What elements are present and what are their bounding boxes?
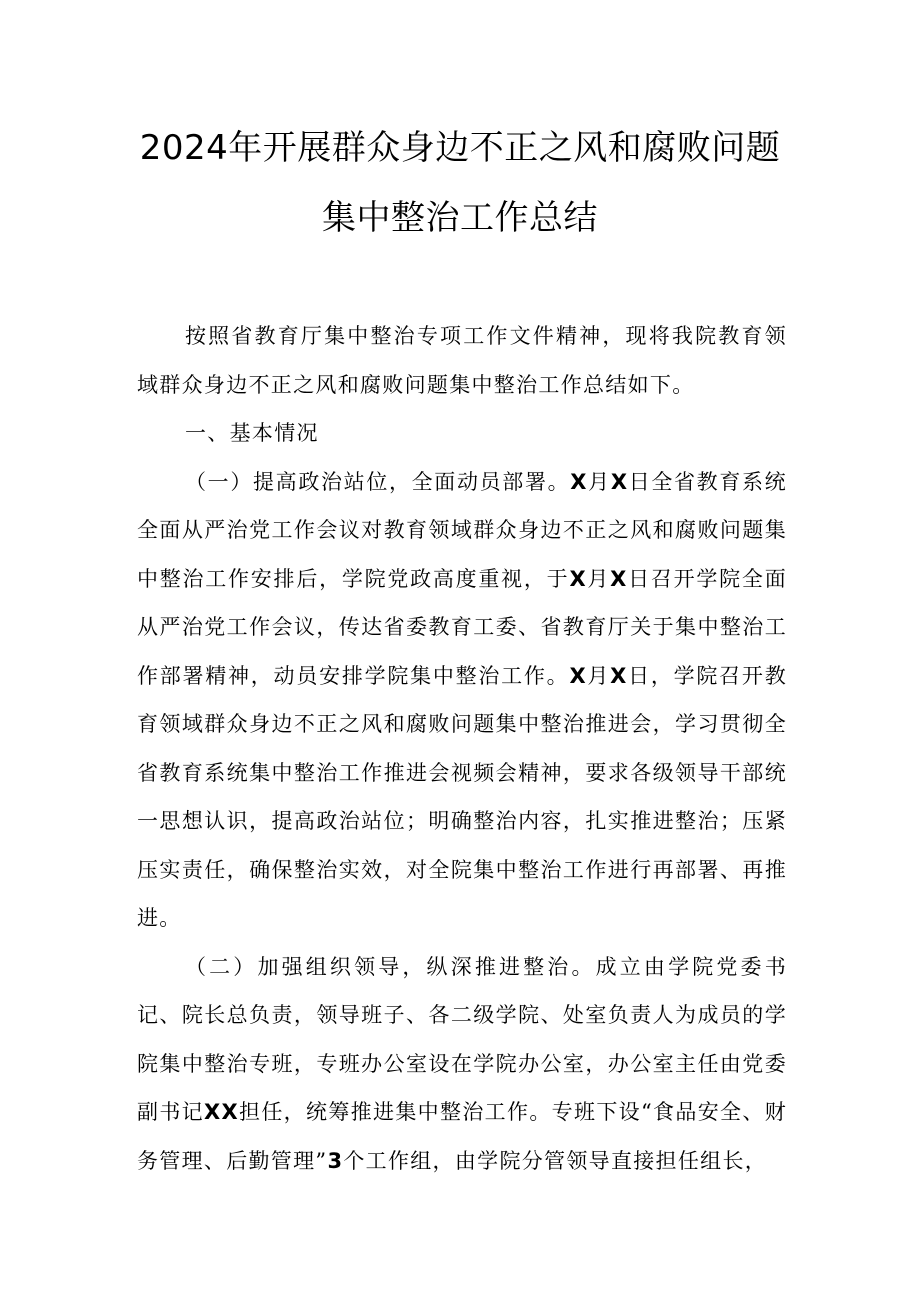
paragraph-text: 个工作组，由学院分管领导直接担任组长， xyxy=(343,1148,768,1173)
group-count: 3 xyxy=(327,1148,344,1173)
paragraph-text: 日，学院召开教育领域群众身边不正之风和腐败问题集中整治推进会，学习贯彻全省教育系统集中整治工作推进会视频会精神，要求各级领导干部统一思想认识，提高政治站位；明确整治内容，扎实推进整治；压紧压实责任，确保整治实效，对全院集中整治工作进行再部署、再推进。 xyxy=(137,663,787,930)
paragraph-text: 月 xyxy=(586,566,611,591)
placeholder-month: X xyxy=(569,663,587,688)
paragraph-text: 担任，统筹推进集中整治工作。专班下设“食品安全、财务管理、后勤管理” xyxy=(137,1100,787,1173)
placeholder-day: X xyxy=(610,469,629,494)
placeholder-day: X xyxy=(610,566,628,591)
paragraph-text: 月 xyxy=(586,663,611,688)
paragraph-text: 日全省教育系统全面从严治党工作会议对教育领域群众身边不正之风和腐败问题集中整治工作安排后，学院党政高度重视，于 xyxy=(137,469,787,591)
document-title-line-1: 2024年开展群众身边不正之风和腐败问题 xyxy=(139,128,781,168)
paragraph-organization-leadership xyxy=(137,943,787,1186)
placeholder-month: X xyxy=(570,469,588,494)
placeholder-month: X xyxy=(569,566,587,591)
paragraph-text: （二）加强组织领导，纵深推进整治。成立由学院党委书记、院长总负责，领导班子、各二级学院、处室负责人为成员的学院集中整治专班，专班办公室设在学院办公室，办公室主任由党委副书记 xyxy=(137,954,787,1124)
document-title-line-2: 集中整治工作总结 xyxy=(322,198,598,238)
placeholder-name: XX xyxy=(204,1100,239,1124)
document-body xyxy=(137,312,787,1185)
paragraph-political-stance xyxy=(137,458,787,943)
intro-paragraph: 按照省教育厅集中整治专项工作文件精神，现将我院教育领域群众身边不正之风和腐败问题集中整治工作总结如下。 xyxy=(137,324,787,397)
placeholder-day: X xyxy=(610,663,628,688)
section-heading-basic-situation: 一、基本情况 xyxy=(185,421,319,445)
paragraph-text: （一）提高政治站位，全面动员部署。 xyxy=(185,469,571,494)
paragraph-text: 日召开学院全面从严治党工作会议，传达省委教育工委、省教育厅关于集中整治工作部署精神，动员安排学院集中整治工作。 xyxy=(137,566,787,688)
paragraph-text: 月 xyxy=(587,469,611,494)
